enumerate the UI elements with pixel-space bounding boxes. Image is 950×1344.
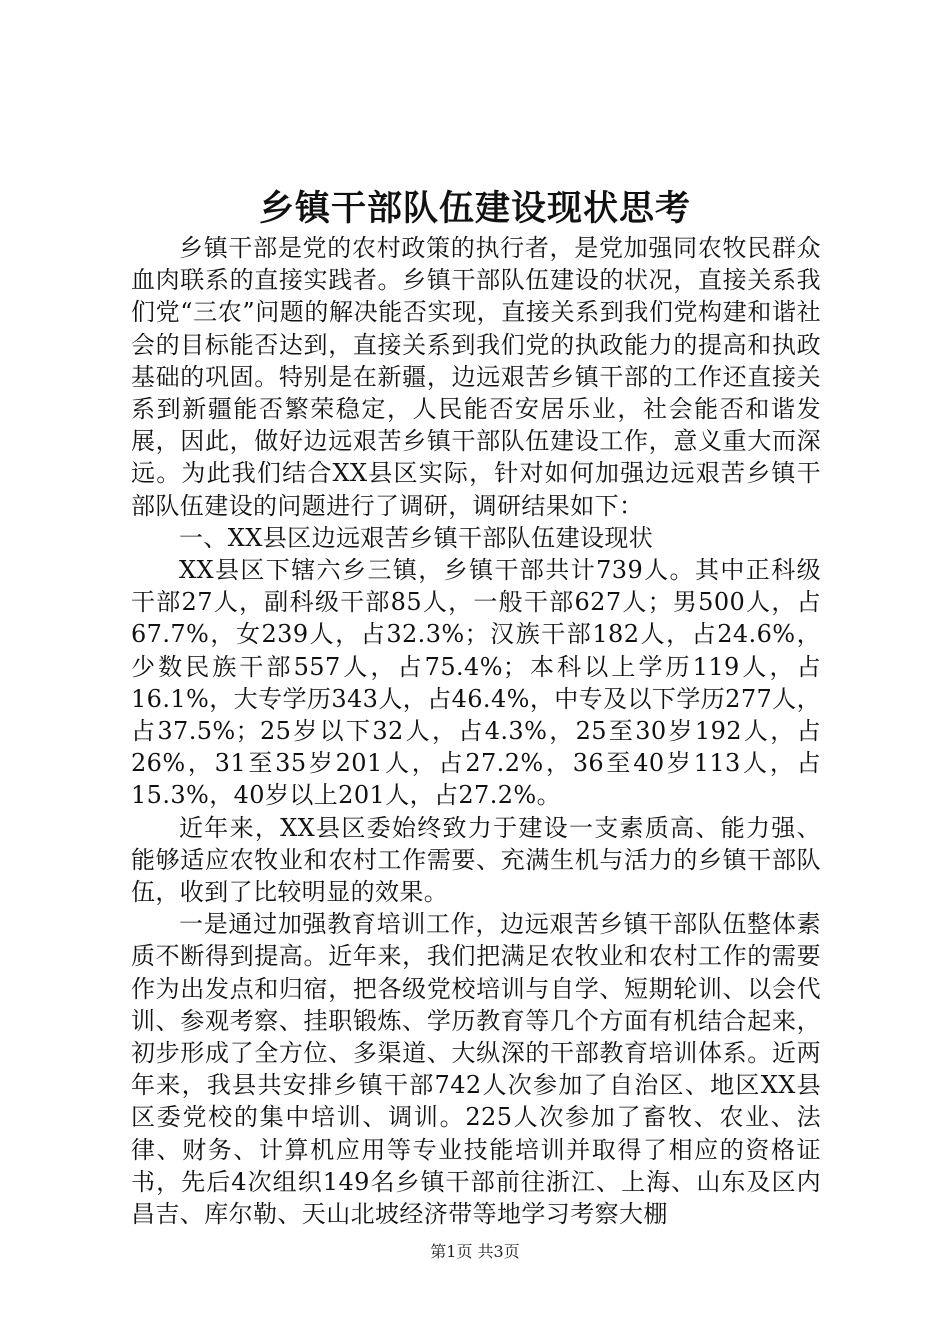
document-body bbox=[131, 232, 821, 1230]
page-number: 第1页 共3页 bbox=[430, 1242, 520, 1261]
section-heading: 一、XX县区边远艰苦乡镇干部队伍建设现状 bbox=[179, 523, 654, 552]
statistics-paragraph: XX县区下辖六乡三镇，乡镇干部共计739人。其中正科级干部27人，副科级干部85人，一般干部627人；男500人，占67.7%，女239人，占32.3%；汉族干部182人，占24.6%，少数民族干部557人，占75.4%；本科以上学历119人，占16.1%，大专学历343人，占46.4%，中专及以下学历277人，占37.5%；25岁以下32人，占4.3%，25至30岁192人，占26%，31至35岁201人，占27.2%，36至40岁113人，占15.3%，40岁以上201人，占27.2%。 bbox=[131, 556, 821, 810]
progress-paragraph: 近年来，XX县区委始终致力于建设一支素质高、能力强、能够适应农牧业和农村工作需要、充满生机与活力的乡镇干部队伍，收到了比较明显的效果。 bbox=[131, 813, 821, 907]
training-paragraph: 一是通过加强教育培训工作，边远艰苦乡镇干部队伍整体素质不断得到提高。近年来，我们把满足农牧业和农村工作的需要作为出发点和归宿，把各级党校培训与自学、短期轮训、以会代训、参观考察、挂职锻炼、学历教育等几个方面有机结合起来，初步形成了全方位、多渠道、大纵深的干部教育培训体系。近两年来，我县共安排乡镇干部742人次参加了自治区、地区XX县区委党校的集中培训、调训。225人次参加了畜牧、农业、法律、财务、计算机应用等专业技能培训并取得了相应的资格证书，先后4次组织149名乡镇干部前往浙江、上海、山东及区内昌吉、库尔勒、天山北坡经济带等地学习考察大棚 bbox=[131, 910, 821, 1229]
document-title: 乡镇干部队伍建设现状思考 bbox=[258, 188, 691, 229]
intro-paragraph: 乡镇干部是党的农村政策的执行者，是党加强同农牧民群众血肉联系的直接实践者。乡镇干部队伍建设的状况，直接关系我们党“三农”问题的解决能否实现，直接关系到我们党构建和谐社会的目标能否达到，直接关系到我们党的执政能力的提高和执政基础的巩固。特别是在新疆，边远艰苦乡镇干部的工作还直接关系到新疆能否繁荣稳定，人民能否安居乐业，社会能否和谐发展，因此，做好边远艰苦乡镇干部队伍建设工作，意义重大而深远。为此我们结合XX县区实际，针对如何加强边远艰苦乡镇干部队伍建设的问题进行了调研，调研结果如下： bbox=[131, 234, 821, 520]
